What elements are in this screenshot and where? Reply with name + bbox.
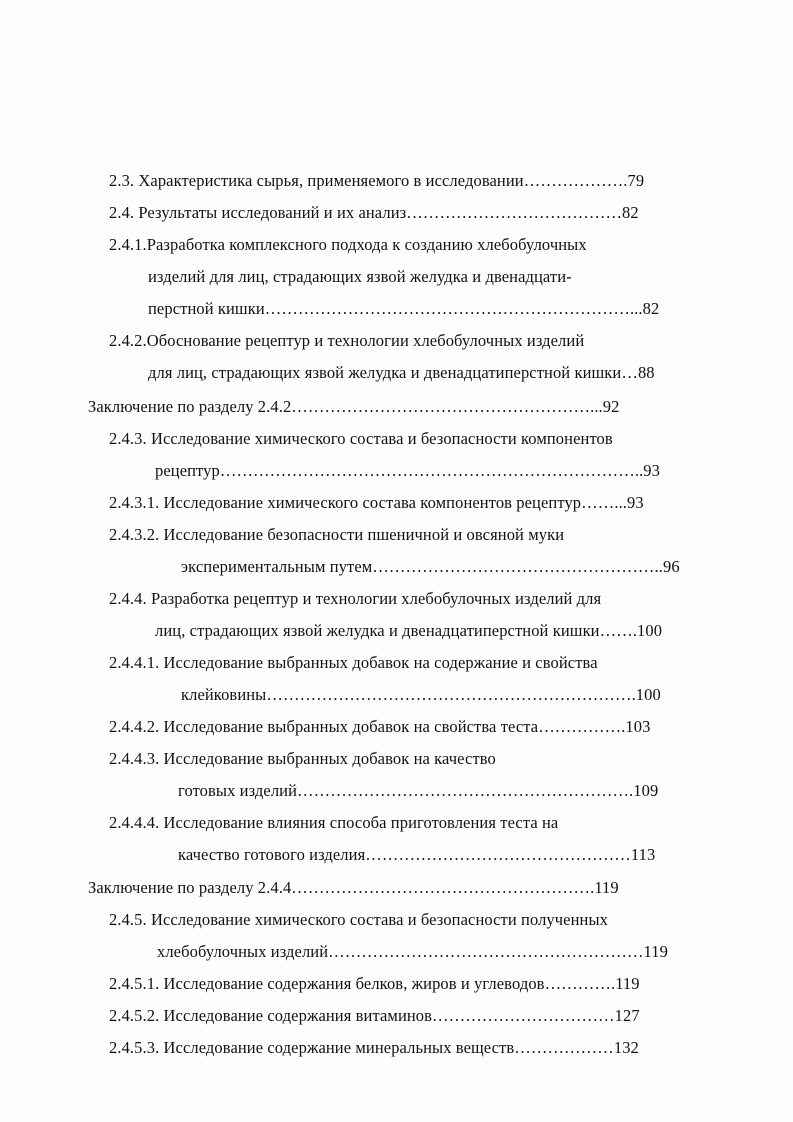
toc-entry-2-4-4-1-cont: клейковины………………………………………………………….100	[181, 685, 661, 704]
toc-entry-2-4-3-1: 2.4.3.1. Исследование химического состава компонентов рецептур……...93	[109, 493, 644, 512]
toc-entry-2-4-4-4: 2.4.4.4. Исследование влияния способа приготовления теста на	[109, 813, 559, 832]
toc-entry-2-4-3-2-cont: экспериментальным путем……………………………………………..96	[181, 557, 680, 576]
toc-entry-2-4-4: 2.4.4. Разработка рецептур и технологии хлебобулочных изделий для	[109, 589, 602, 608]
toc-entry-2-4-2-cont: для лиц, страдающих язвой желудка и двенадцатиперстной кишки…88	[148, 363, 655, 382]
toc-entry-2-4-5: 2.4.5. Исследование химического состава и безопасности полученных	[109, 910, 608, 929]
toc-entry-2-4-5-cont: хлебобулочных изделий…………………………………………………119	[157, 942, 668, 961]
toc-entry-2-4-2: 2.4.2.Обоснование рецептур и технологии хлебобулочных изделий	[109, 331, 585, 350]
toc-entry-2-4-3-2: 2.4.3.2. Исследование безопасности пшеничной и овсяной муки	[109, 525, 565, 544]
toc-entry-2-4: 2.4. Результаты исследований и их анализ…………………………………82	[109, 203, 639, 222]
toc-entry-2-4-3-cont: рецептур…………………………………………………………………..93	[155, 461, 660, 480]
toc-entry-2-4-5-1: 2.4.5.1. Исследование содержания белков, жиров и углеводов………….119	[109, 974, 640, 993]
toc-entry-2-4-3: 2.4.3. Исследование химического состава и безопасности компонентов	[109, 429, 613, 448]
toc-entry-2-4-1-cont: изделий для лиц, страдающих язвой желудка и двенадцати-	[148, 267, 572, 286]
toc-entry-2-4-1-cont: перстной кишки…………………………………………………………...82	[148, 299, 660, 318]
toc-entry-2-4-4-cont: лиц, страдающих язвой желудка и двенадцатиперстной кишки…….100	[155, 621, 663, 640]
toc-entry-conclusion-2-4-2: Заключение по разделу 2.4.2………………………………………………...92	[88, 397, 620, 416]
toc-entry-2-4-4-1: 2.4.4.1. Исследование выбранных добавок на содержание и свойства	[109, 653, 598, 672]
toc-entry-2-4-4-3-cont: готовых изделий…………………………………………………….109	[178, 781, 659, 800]
toc-entry-conclusion-2-4-4: Заключение по разделу 2.4.4……………………………………………….119	[88, 878, 619, 897]
toc-entry-2-4-1: 2.4.1.Разработка комплексного подхода к созданию хлебобулочных	[109, 235, 587, 254]
toc-entry-2-4-4-2: 2.4.4.2. Исследование выбранных добавок на свойства теста…………….103	[109, 717, 651, 736]
toc-entry-2-4-4-4-cont: качество готового изделия…………………………………………113	[178, 845, 656, 864]
toc-entry-2-3: 2.3. Характеристика сырья, применяемого в исследовании……………….79	[109, 171, 645, 190]
toc-entry-2-4-5-3: 2.4.5.3. Исследование содержание минеральных веществ………………132	[109, 1038, 639, 1057]
toc-entry-2-4-5-2: 2.4.5.2. Исследование содержания витаминов……………………………127	[109, 1006, 640, 1025]
toc-entry-2-4-4-3: 2.4.4.3. Исследование выбранных добавок на качество	[109, 749, 496, 768]
